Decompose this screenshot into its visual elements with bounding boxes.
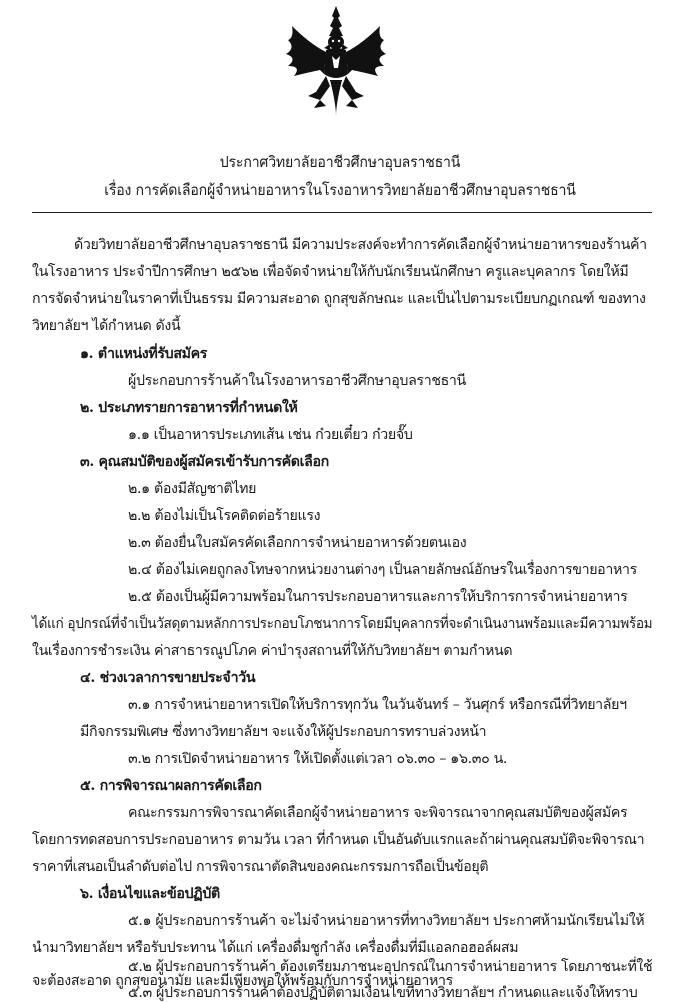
section-5-text-line-1: คณะกรรมการพิจารณาคัดเลือกผู้จำหน่ายอาหาร จะพิจารณาจากคุณสมบัติของผู้สมัคร	[128, 805, 628, 821]
section-5-title: ๕. การพิจารณาผลการคัดเลือก	[80, 778, 262, 794]
section-6-item-2-line-1: ๕.๒ ผู้ประกอบการร้านค้า ต้องเตรียมภาชนะอุปกรณ์ในการจำหน่ายอาหาร โดยภาชนะที่ใช้	[128, 959, 653, 975]
intro-line-3: การจัดจำหน่ายในราคาที่เป็นธรรม มีความสะอาด ถูกสุขลักษณะ และเป็นไปตามระเบียบกฏเกณฑ์ ของทาง	[32, 291, 646, 307]
section-4-item-2: ๓.๒ การเปิดจำหน่ายอาหาร ให้เปิดตั้งแต่เวลา ๐๖.๓๐ – ๑๖.๓๐ น.	[128, 751, 508, 767]
section-1-title: ๑. ตำแหน่งที่รับสมัคร	[80, 346, 208, 362]
section-6-title: ๖. เงื่อนไขและข้อปฏิบัติ	[80, 886, 220, 902]
section-2-item-1: ๑.๑ เป็นอาหารประเภทเส้น เช่น ก๋วยเตี๋ยว ก๋วยจั๊บ	[128, 427, 413, 443]
header-divider	[32, 212, 652, 213]
garuda-emblem-icon	[280, 4, 392, 122]
intro-line-1: ด้วยวิทยาลัยอาชีวศึกษาอุบลราชธานี มีความประสงค์จะทำการคัดเลือกผู้จำหน่ายอาหารของร้านค้า	[74, 237, 647, 253]
section-6-item-1-line-1: ๕.๑ ผู้ประกอบการร้านค้า จะไม่จำหน่ายอาหารที่ทางวิทยาลัยฯ ประกาศห้ามนักเรียนไม่ให้	[128, 913, 645, 929]
intro-line-2: ในโรงอาหาร ประจำปีการศึกษา ๒๕๖๒ เพื่อจัดจำหน่ายให้กับนักเรียนนักศึกษา ครูและบุคลากร โดยให้มี	[32, 264, 629, 280]
section-3-item-4: ๒.๔ ต้องไม่เคยถูกลงโทษจากหน่วยงานต่างๆ เป็นลายลักษณ์อักษรในเรื่องการขายอาหาร	[128, 562, 637, 578]
section-4-item-1-line-1: ๓.๑ การจำหน่ายอาหารเปิดให้บริการทุกวัน ในวันจันทร์ – วันศุกร์ หรือกรณีที่วิทยาลัยฯ	[128, 697, 627, 713]
announcement-subject: เรื่อง การคัดเลือกผู้จำหน่ายอาหารในโรงอาหารวิทยาลัยอาชีวศึกษาอุบลราชธานี	[104, 181, 576, 199]
section-5-text-line-2: โดยการทดสอบการประกอบอาหาร ตามวัน เวลา ที่กำหนด เป็นอันดับแรกและถ้าผ่านคุณสมบัติจะพิจารณา	[32, 832, 645, 848]
section-3-item-3: ๒.๓ ต้องยื่นใบสมัครคัดเลือกการจำหน่ายอาหารด้วยตนเอง	[128, 535, 467, 551]
section-6-item-2-line-2: จะต้องสะอาด ถูกสุขอนามัย และมีเพียงพอให้พร้อมกับการจำหน่ายอาหาร	[32, 973, 453, 989]
section-3-item-5-line-1: ๒.๕ ต้องเป็นผู้มีความพร้อมในการประกอบอาหารและการให้บริการการจำหน่ายอาหาร	[128, 589, 628, 605]
section-3-item-2: ๒.๒ ต้องไม่เป็นโรคติดต่อร้ายแรง	[128, 508, 321, 524]
section-6-item-3: ๕.๓ ผู้ประกอบการร้านค้าต้องปฏิบัติตามเงื่อนไขที่ทางวิทยาลัยฯ กำหนดและแจ้งให้ทราบ	[128, 985, 638, 1001]
section-3-item-5-line-2: ได้แก่ อุปกรณ์ที่จำเป็นวัสดุตามหลักการประกอบโภชนาการโดยมีบุคลากรที่จะดำเนินงานพร้อมและมีความพร้อม	[32, 616, 653, 632]
announcement-title: ประกาศวิทยาลัยอาชีวศึกษาอุบลราชธานี	[219, 153, 461, 171]
section-3-item-5-line-3: ในเรื่องการชำระเงิน ค่าสาธารณูปโภค ค่าบำรุงสถานที่ให้กับวิทยาลัยฯ ตามกำหนด	[32, 643, 513, 659]
section-5-text-line-3: ราคาที่เสนอเป็นลำดับต่อไป การพิจารณาตัดสินของคณะกรรมการถือเป็นข้อยุติ	[32, 859, 489, 875]
section-3-item-1: ๒.๑ ต้องมีสัญชาติไทย	[128, 481, 257, 497]
section-1-text: ผู้ประกอบการร้านค้าในโรงอาหารอาชีวศึกษาอุบลราชธานี	[128, 373, 466, 389]
section-3-title: ๓. คุณสมบัติของผู้สมัครเข้ารับการคัดเลือก	[80, 454, 329, 470]
section-4-item-1-line-2: มีกิจกรรมพิเศษ ซึ่งทางวิทยาลัยฯ จะแจ้งให้ผู้ประกอบการทราบล่วงหน้า	[80, 724, 487, 740]
section-2-title: ๒. ประเภทรายการอาหารที่กำหนดให้	[80, 400, 298, 416]
section-6-item-1-line-2: นำมาวิทยาลัยฯ หรือรับประทาน ได้แก่ เครื่องดื่มชูกำลัง เครื่องดื่มที่มีแอลกอฮอล์ผสม	[32, 940, 519, 956]
section-4-title: ๔. ช่วงเวลาการขายประจำวัน	[80, 670, 256, 686]
intro-line-4: วิทยาลัยฯ ได้กำหนด ดังนี้	[32, 318, 181, 334]
